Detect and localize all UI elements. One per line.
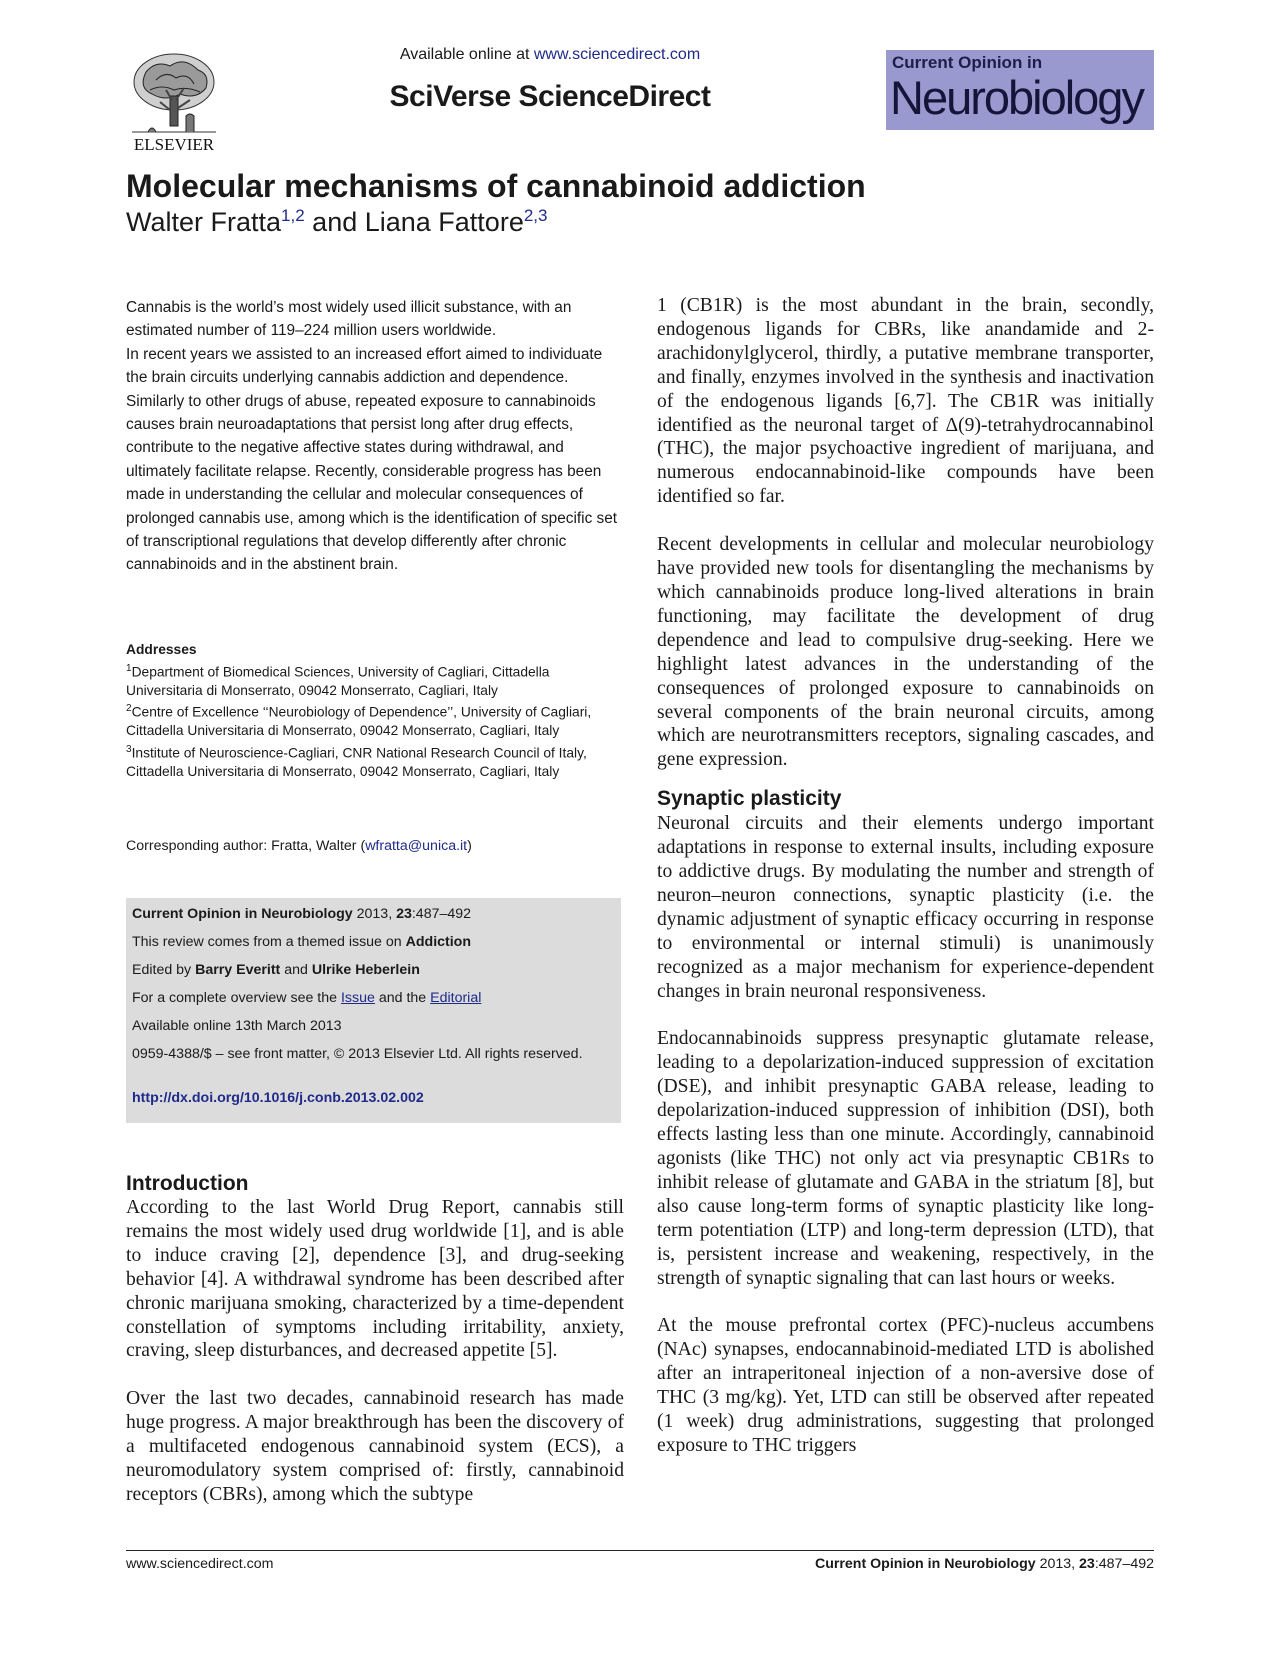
editors-line: Edited by Barry Everitt and Ulrike Heberlein (132, 962, 420, 978)
footer-url[interactable]: www.sciencedirect.com (126, 1556, 274, 1572)
article-title: Molecular mechanisms of cannabinoid addiction (126, 168, 866, 204)
body-paragraph: Neuronal circuits and their elements undergo important adaptations in response to external insults, including exposure to addictive drugs. By modulating the number and strength of neuron–neuron connections, synaptic plasticity (i.e. the dynamic adjustment of synaptic efficacy occurring in response to environmental or internal stimuli) is unanimously recognized as a major mechanism for experience-dependent changes in brain neuronal responsiveness. (657, 813, 1154, 1002)
body-paragraph: Recent developments in cellular and molecular neurobiology have provided new tools for disentangling the mechanisms by which cannabinoids produce long-lived alterations in brain functioning, may facilitate the development of drug dependence and lead to compulsive drug-seeking. Here we highlight latest advances in the understanding of the consequences of prolonged exposure to cannabinoids on several components of the brain neuronal circuits, among which are neurotransmitters receptors, signaling cascades, and gene expression. (657, 534, 1154, 771)
footer-left (126, 1556, 273, 1572)
body-paragraph: At the mouse prefrontal cortex (PFC)-nucleus accumbens (NAc) synapses, endocannabinoid-mediated LTD is abolished after an intraperitoneal injection of a non-aversive dose of THC (3 mg/kg). Yet, LTD can still be observed after repeated (1 week) drug administrations, suggesting that prolonged exposure to THC triggers (657, 1315, 1154, 1456)
corresponding-prefix: Corresponding author: Fratta, Walter ( (126, 838, 366, 854)
journal-banner (886, 50, 1154, 130)
article-info-box (126, 898, 621, 1123)
corresponding-author (126, 838, 624, 854)
abstract-paragraph: In recent years we assisted to an increased effort aimed to individuate the brain circuits underlying cannabis addiction and dependence. Similarly to other drugs of abuse, repeated exposure to cannabinoids causes brain neuroadaptations that persist long after drug effects, contribute to the negative affective states during withdrawal, and ultimately facilitate relapse. Recently, considerable progress has been made in understanding the cellular and molecular consequences of prolonged cannabis use, among which is the identification of specific set of transcriptional regulations that develop differently after chronic cannabinoids and in the abstinent brain. (126, 345, 618, 574)
elsevier-tree-icon (126, 50, 222, 156)
article-authors (126, 206, 547, 238)
right-column (657, 294, 1154, 1482)
doi-link[interactable]: http://dx.doi.org/10.1016/j.conb.2013.02.002 (132, 1090, 424, 1106)
synaptic-plasticity-heading: Synaptic plasticity (657, 787, 842, 811)
sciencedirect-link[interactable]: www.sciencedirect.com (533, 46, 701, 63)
address-item: $^3$Institute of Neuroscience-Cagliari, CNR National Research Council of Italy, Cittadella Universitaria di Monserrato, 09042 Monserrato, Cagliari, Italy (126, 743, 587, 779)
footer-citation: Current Opinion in Neurobiology 2013, 23:487–492 (814, 1556, 1154, 1572)
journal-banner-top: Current Opinion in (892, 53, 1043, 72)
addresses-heading: Addresses (126, 642, 197, 657)
author-1-affiliation[interactable]: 1,2 (281, 206, 305, 225)
introduction-heading: Introduction (126, 1172, 249, 1195)
citation-line: Current Opinion in Neurobiology 2013, 23:487–492 (132, 906, 472, 922)
author-separator: and (304, 207, 365, 237)
overview-line: For a complete overview see the Issue and the Editorial (132, 990, 482, 1006)
body-paragraph: Over the last two decades, cannabinoid research has made huge progress. A major breakthrough has been the discovery of a multifaceted endogenous cannabinoid system (ECS), a neuromodulatory system comprised of: firstly, cannabinoid receptors (CBRs), among which the subtype (126, 1388, 624, 1505)
footer-divider (126, 1550, 1154, 1551)
body-paragraph: 1 (CB1R) is the most abundant in the brain, secondly, endogenous ligands for CBRs, like anandamide and 2-arachidonylglycerol, thirdly, a putative membrane transporter, and finally, enzymes involved in the synthesis and inactivation of the endogenous ligands [6,7]. The CB1R was initially identified as the neuronal target of Δ(9)-tetrahydrocannabinol (THC), the major psychoactive ingredient of marijuana, and numerous endocannabinoid-like compounds have been identified so far. (657, 295, 1154, 508)
journal-banner-name: Neurobiology (890, 71, 1143, 124)
author-1: Walter Fratta (126, 207, 282, 237)
addresses (126, 641, 624, 781)
issue-link[interactable]: Issue (340, 990, 375, 1006)
svg-text:ELSEVIER: ELSEVIER (133, 135, 215, 154)
corresponding-suffix: ) (467, 838, 472, 854)
themed-issue-line: This review comes from a themed issue on Addiction (132, 934, 472, 950)
address-item: $^2$Centre of Excellence ‘‘Neurobiology of Dependence’’, University of Cagliari, Cittadella Universitaria di Monserrato, 09042 Monserrato, Cagliari, Italy (126, 703, 592, 739)
editorial-link[interactable]: Editorial (430, 990, 482, 1006)
author-2-affiliation[interactable]: 2,3 (523, 206, 548, 225)
introduction-body (126, 1196, 624, 1531)
body-paragraph: Endocannabinoids suppress presynaptic glutamate release, leading to a depolarization-induced suppression of excitation (DSE), and inhibit presynaptic GABA release, leading to depolarization-induced suppression of inhibition (DSI), both effects lasting less than one minute. Accordingly, cannabinoid agonists (like THC) not only act via presynaptic CB1Rs to inhibit release of glutamate and GABA in the striatum [8], but also cause long-term forms of synaptic plasticity like long-term potentiation (LTP) and long-term depression (LTD), that is, persistent increase and weakening, respectively, in the strength of synaptic signaling that can last hours or weeks. (657, 1028, 1154, 1289)
address-item: $^1$Department of Biomedical Sciences, University of Cagliari, Cittadella Universitaria di Monserrato, 09042 Monserrato, Cagliari, Italy (126, 662, 550, 698)
platform-name: SciVerse ScienceDirect (389, 80, 711, 113)
author-email-link[interactable]: wfratta@unica.it (365, 838, 468, 854)
author-2: Liana Fattore (364, 207, 524, 237)
copyright-line: 0959-4388/$ – see front matter, © 2013 Elsevier Ltd. All rights reserved. (132, 1046, 583, 1062)
available-prefix: Available online at (399, 46, 534, 63)
available-online (360, 46, 740, 64)
abstract-paragraph: Cannabis is the world’s most widely used illicit substance, with an estimated number of 119–224 million users worldwide. (126, 299, 572, 340)
elsevier-logo (126, 50, 222, 156)
abstract (126, 296, 624, 577)
body-paragraph: According to the last World Drug Report, cannabis still remains the most widely used drug worldwide [1], and is able to induce craving [2], dependence [3], and drug-seeking behavior [4]. A withdrawal syndrome has been described after chronic marijuana smoking, characterized by a time-dependent constellation of symptoms including irritability, anxiety, craving, sleep disturbances, and decreased appetite [5]. (126, 1197, 624, 1362)
available-online-date: Available online 13th March 2013 (132, 1018, 342, 1034)
